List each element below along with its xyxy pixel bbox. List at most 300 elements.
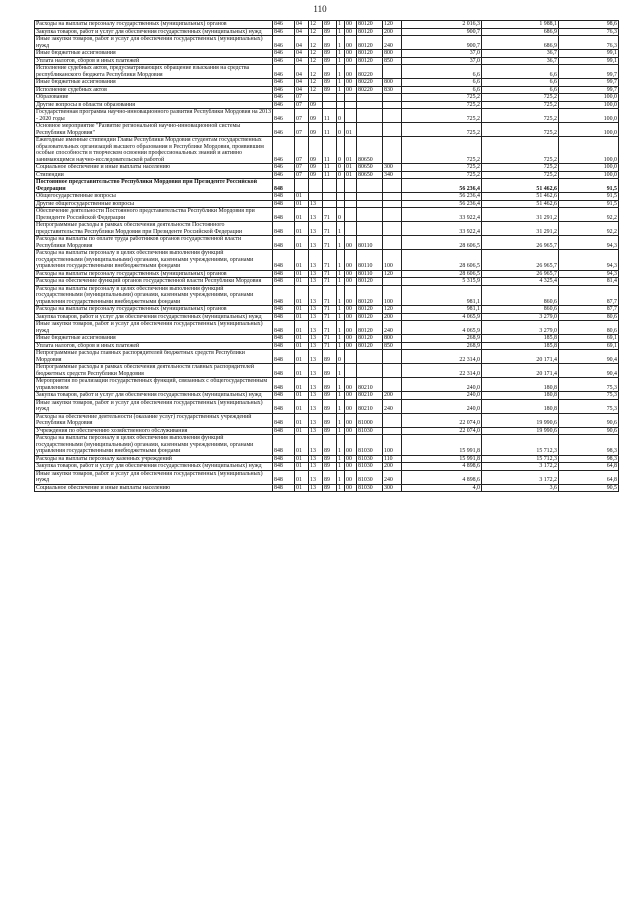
col-section: 04	[295, 21, 309, 29]
col-event: 00	[345, 21, 357, 29]
col-type: 800	[383, 79, 402, 87]
table-row	[35, 200, 619, 208]
col-admin: 848	[273, 250, 295, 271]
row-name: Постоянное представительство Республики Мордовия при Президенте Российской Федерации	[35, 179, 273, 193]
col-direction: 81030	[357, 455, 383, 463]
col-event: 00	[345, 250, 357, 271]
col-executed: 51 462,6	[482, 179, 559, 193]
col-direction	[357, 364, 383, 378]
col-subprogram	[337, 94, 345, 102]
col-type	[383, 193, 402, 201]
col-approved: 240,0	[402, 399, 482, 413]
col-approved: 725,2	[402, 164, 482, 172]
col-direction	[357, 350, 383, 364]
col-subsection: 13	[309, 222, 323, 236]
col-percent: 87,7	[559, 306, 619, 314]
col-approved: 725,2	[402, 94, 482, 102]
col-section: 01	[295, 364, 309, 378]
col-direction: 80120	[357, 342, 383, 350]
col-percent: 90,4	[559, 350, 619, 364]
col-section: 01	[295, 427, 309, 435]
row-name: Расходы на выплаты персоналу государственных (муниципальных) органов	[35, 306, 273, 314]
col-admin: 846	[273, 28, 295, 36]
col-event	[345, 109, 357, 123]
col-event: 00	[345, 236, 357, 250]
row-name: Уплата налогов, сборов и иных платежей	[35, 342, 273, 350]
col-event: 00	[345, 36, 357, 50]
table-row	[35, 193, 619, 201]
row-name: Социальное обеспечение и иные выплаты населению	[35, 484, 273, 492]
col-type: 100	[383, 435, 402, 456]
col-admin: 848	[273, 364, 295, 378]
col-executed: 31 291,2	[482, 222, 559, 236]
col-subsection: 13	[309, 306, 323, 314]
col-percent: 99,1	[559, 57, 619, 65]
row-name: Уплата налогов, сборов и иных платежей	[35, 57, 273, 65]
table-row	[35, 278, 619, 286]
col-direction: 80120	[357, 306, 383, 314]
col-executed: 36,7	[482, 50, 559, 58]
col-subsection: 13	[309, 350, 323, 364]
col-executed: 725,2	[482, 94, 559, 102]
table-row	[35, 378, 619, 392]
col-event: 00	[345, 321, 357, 335]
col-executed: 860,6	[482, 306, 559, 314]
col-executed: 20 171,4	[482, 350, 559, 364]
col-type: 200	[383, 313, 402, 321]
row-name: Расходы на обеспечение функций органов государственной власти Республики Мордовия	[35, 278, 273, 286]
col-program: 89	[323, 50, 337, 58]
col-approved: 4,0	[402, 484, 482, 492]
col-program: 89	[323, 427, 337, 435]
col-percent: 76,3	[559, 36, 619, 50]
row-name: Другие вопросы в области образования	[35, 101, 273, 109]
col-executed: 3 172,2	[482, 463, 559, 471]
col-approved: 4 898,6	[402, 463, 482, 471]
row-name: Расходы на выплаты по оплате труда работников органов государственной власти Республики Мордовия	[35, 236, 273, 250]
col-section: 01	[295, 399, 309, 413]
col-executed: 3 279,0	[482, 321, 559, 335]
col-section: 01	[295, 278, 309, 286]
col-section: 07	[295, 109, 309, 123]
row-name: Исполнение судебных актов, предусматривающих обращение взыскания на средства республиканского бюджета Республики Мордовия	[35, 65, 273, 79]
col-type	[383, 427, 402, 435]
col-event: 00	[345, 463, 357, 471]
col-admin: 846	[273, 109, 295, 123]
col-program: 89	[323, 392, 337, 400]
col-admin: 846	[273, 36, 295, 50]
col-event: 00	[345, 378, 357, 392]
row-name: Непрограммные расходы в рамках обеспечения деятельности Постоянного представительства Республики Мордовия при Президенте Российской Федерации	[35, 222, 273, 236]
col-subsection: 09	[309, 137, 323, 164]
col-type: 120	[383, 270, 402, 278]
row-name: Стипендии	[35, 171, 273, 179]
col-approved: 56 236,4	[402, 179, 482, 193]
table-row	[35, 94, 619, 102]
col-admin: 848	[273, 399, 295, 413]
col-admin: 848	[273, 200, 295, 208]
col-subprogram: 1	[337, 378, 345, 392]
col-subprogram: 1	[337, 435, 345, 456]
col-subprogram: 1	[337, 321, 345, 335]
col-subsection: 12	[309, 86, 323, 94]
col-type: 340	[383, 171, 402, 179]
col-program: 89	[323, 364, 337, 378]
table-row	[35, 364, 619, 378]
col-program: 11	[323, 123, 337, 137]
col-section: 07	[295, 137, 309, 164]
col-direction: 80220	[357, 79, 383, 87]
col-subprogram: 1	[337, 413, 345, 427]
page-number: 110	[313, 4, 327, 14]
col-event: 00	[345, 392, 357, 400]
col-subprogram: 1	[337, 278, 345, 286]
col-executed: 180,8	[482, 378, 559, 392]
row-name: Иные бюджетные ассигнования	[35, 335, 273, 343]
col-percent: 100,0	[559, 137, 619, 164]
col-direction	[357, 179, 383, 193]
col-executed: 19 990,6	[482, 427, 559, 435]
col-subprogram: 1	[337, 455, 345, 463]
col-event: 01	[345, 137, 357, 164]
col-subprogram	[337, 101, 345, 109]
col-section: 07	[295, 164, 309, 172]
col-type: 300	[383, 484, 402, 492]
row-name: Расходы на выплаты персоналу в целях обеспечения выполнения функций государственными (муниципальными) органами, казенными учреждениями, органами управления государственными внебюджетными фондами	[35, 435, 273, 456]
col-admin: 848	[273, 306, 295, 314]
col-percent: 94,3	[559, 270, 619, 278]
col-subsection: 12	[309, 57, 323, 65]
col-approved: 28 606,5	[402, 236, 482, 250]
col-direction: 81030	[357, 427, 383, 435]
col-subprogram: 1	[337, 28, 345, 36]
col-approved: 2 016,3	[402, 21, 482, 29]
col-direction: 80650	[357, 164, 383, 172]
col-subprogram: 1	[337, 222, 345, 236]
col-direction: 80110	[357, 236, 383, 250]
col-type	[383, 137, 402, 164]
col-admin: 848	[273, 455, 295, 463]
table-row	[35, 222, 619, 236]
col-percent: 87,7	[559, 285, 619, 306]
col-admin: 848	[273, 463, 295, 471]
col-type	[383, 208, 402, 222]
row-name: Закупка товаров, работ и услуг для обеспечения государственных (муниципальных) нужд	[35, 313, 273, 321]
col-executed: 4 325,4	[482, 278, 559, 286]
col-subsection: 13	[309, 208, 323, 222]
col-event: 00	[345, 306, 357, 314]
col-section: 01	[295, 285, 309, 306]
col-event: 00	[345, 470, 357, 484]
col-subprogram	[337, 179, 345, 193]
col-executed: 26 965,7	[482, 250, 559, 271]
col-program: 89	[323, 36, 337, 50]
col-section: 07	[295, 101, 309, 109]
col-type: 200	[383, 463, 402, 471]
table-row	[35, 179, 619, 193]
col-executed: 51 462,6	[482, 193, 559, 201]
col-approved: 240,0	[402, 392, 482, 400]
col-executed: 725,2	[482, 137, 559, 164]
col-admin: 848	[273, 342, 295, 350]
col-percent: 100,0	[559, 109, 619, 123]
col-approved: 4 898,6	[402, 470, 482, 484]
col-program: 71	[323, 236, 337, 250]
col-subprogram: 1	[337, 484, 345, 492]
col-direction: 80120	[357, 313, 383, 321]
col-subprogram: 1	[337, 65, 345, 79]
col-subprogram: 0	[337, 109, 345, 123]
col-subsection: 13	[309, 250, 323, 271]
col-section: 01	[295, 470, 309, 484]
col-percent: 90,6	[559, 413, 619, 427]
col-program: 89	[323, 86, 337, 94]
col-approved: 268,9	[402, 342, 482, 350]
col-subprogram: 1	[337, 86, 345, 94]
col-percent: 90,6	[559, 427, 619, 435]
col-direction	[357, 101, 383, 109]
col-direction	[357, 222, 383, 236]
col-admin: 848	[273, 427, 295, 435]
col-program: 71	[323, 335, 337, 343]
col-percent: 92,2	[559, 222, 619, 236]
col-event	[345, 364, 357, 378]
col-percent: 90,4	[559, 364, 619, 378]
col-percent: 91,5	[559, 179, 619, 193]
col-admin: 848	[273, 193, 295, 201]
col-direction: 81000	[357, 413, 383, 427]
col-subsection: 13	[309, 484, 323, 492]
table-row	[35, 335, 619, 343]
col-section: 01	[295, 335, 309, 343]
col-section: 04	[295, 57, 309, 65]
col-executed: 185,8	[482, 342, 559, 350]
col-admin: 846	[273, 123, 295, 137]
col-direction: 80120	[357, 321, 383, 335]
col-subprogram: 1	[337, 342, 345, 350]
col-percent: 98,3	[559, 435, 619, 456]
col-approved: 725,2	[402, 101, 482, 109]
col-approved: 37,0	[402, 57, 482, 65]
col-section: 01	[295, 342, 309, 350]
col-subprogram: 1	[337, 57, 345, 65]
col-program	[323, 193, 337, 201]
col-percent: 64,8	[559, 463, 619, 471]
col-approved: 4 065,9	[402, 313, 482, 321]
col-subsection: 13	[309, 463, 323, 471]
col-type: 100	[383, 285, 402, 306]
col-event: 00	[345, 342, 357, 350]
col-section: 01	[295, 193, 309, 201]
col-program: 89	[323, 28, 337, 36]
table-row	[35, 321, 619, 335]
col-type: 300	[383, 164, 402, 172]
col-subprogram: 1	[337, 364, 345, 378]
col-approved: 725,2	[402, 109, 482, 123]
row-name: Иные бюджетные ассигнования	[35, 50, 273, 58]
col-subprogram: 1	[337, 270, 345, 278]
col-approved: 5 315,9	[402, 278, 482, 286]
col-subprogram: 1	[337, 36, 345, 50]
row-name: Иные бюджетные ассигнования	[35, 79, 273, 87]
col-subprogram: 1	[337, 313, 345, 321]
col-approved: 15 991,8	[402, 435, 482, 456]
col-program: 89	[323, 470, 337, 484]
col-percent: 100,0	[559, 101, 619, 109]
table-row	[35, 313, 619, 321]
row-name: Обеспечение деятельности Постоянного представительства Республики Мордовия при Президенте Российской Федерации	[35, 208, 273, 222]
col-program: 71	[323, 321, 337, 335]
col-executed: 1 988,1	[482, 21, 559, 29]
col-subsection: 09	[309, 164, 323, 172]
col-approved: 725,2	[402, 137, 482, 164]
col-program: 11	[323, 109, 337, 123]
col-subprogram	[337, 200, 345, 208]
col-section: 04	[295, 65, 309, 79]
col-percent: 98,3	[559, 455, 619, 463]
col-percent: 76,3	[559, 28, 619, 36]
table-row	[35, 36, 619, 50]
col-subsection: 13	[309, 413, 323, 427]
col-subprogram: 0	[337, 123, 345, 137]
col-section: 01	[295, 313, 309, 321]
col-direction: 80120	[357, 50, 383, 58]
col-program	[323, 200, 337, 208]
row-name: Общегосударственные вопросы	[35, 193, 273, 201]
row-name: Иные закупки товаров, работ и услуг для обеспечения государственных (муниципальных) нужд	[35, 321, 273, 335]
col-admin: 846	[273, 94, 295, 102]
table-row	[35, 79, 619, 87]
col-subsection: 13	[309, 392, 323, 400]
col-approved: 6,6	[402, 65, 482, 79]
table-row	[35, 208, 619, 222]
col-subsection: 13	[309, 435, 323, 456]
col-event: 00	[345, 270, 357, 278]
col-event	[345, 193, 357, 201]
col-type: 240	[383, 399, 402, 413]
table-row	[35, 470, 619, 484]
col-percent: 75,3	[559, 392, 619, 400]
col-executed: 6,6	[482, 86, 559, 94]
col-event: 01	[345, 171, 357, 179]
col-percent: 100,0	[559, 164, 619, 172]
col-direction: 80120	[357, 335, 383, 343]
col-subprogram: 1	[337, 250, 345, 271]
col-section: 01	[295, 378, 309, 392]
col-executed: 725,2	[482, 123, 559, 137]
col-type: 240	[383, 321, 402, 335]
col-subsection: 12	[309, 50, 323, 58]
row-name: Образование	[35, 94, 273, 102]
table-row	[35, 109, 619, 123]
col-executed: 26 965,7	[482, 270, 559, 278]
table-row	[35, 455, 619, 463]
col-subsection: 13	[309, 321, 323, 335]
col-executed: 185,8	[482, 335, 559, 343]
col-admin: 848	[273, 278, 295, 286]
col-admin: 846	[273, 137, 295, 164]
col-admin: 848	[273, 435, 295, 456]
col-section: 04	[295, 86, 309, 94]
col-admin: 848	[273, 270, 295, 278]
col-admin: 848	[273, 313, 295, 321]
row-name: Мероприятия по реализации государственных функций, связанных с общегосударственным управлением	[35, 378, 273, 392]
table-row	[35, 123, 619, 137]
row-name: Учреждения по обеспечению хозяйственного обслуживания	[35, 427, 273, 435]
col-subprogram: 1	[337, 427, 345, 435]
col-event: 00	[345, 65, 357, 79]
col-percent: 91,5	[559, 200, 619, 208]
row-name: Непрограммные расходы в рамках обеспечения деятельности главных распорядителей бюджетных средств Республики Мордовия	[35, 364, 273, 378]
col-program: 89	[323, 65, 337, 79]
col-direction	[357, 193, 383, 201]
col-event: 00	[345, 79, 357, 87]
col-subsection: 09	[309, 109, 323, 123]
col-event: 00	[345, 278, 357, 286]
col-subsection: 12	[309, 79, 323, 87]
table-row	[35, 413, 619, 427]
col-program: 89	[323, 399, 337, 413]
col-type	[383, 278, 402, 286]
table-row	[35, 270, 619, 278]
col-percent: 91,5	[559, 193, 619, 201]
col-percent: 99,1	[559, 50, 619, 58]
col-subprogram: 1	[337, 399, 345, 413]
col-executed: 6,6	[482, 79, 559, 87]
col-subprogram: 1	[337, 335, 345, 343]
col-admin: 848	[273, 484, 295, 492]
col-direction: 80220	[357, 86, 383, 94]
col-type: 830	[383, 86, 402, 94]
col-type	[383, 123, 402, 137]
col-section: 04	[295, 36, 309, 50]
col-approved: 900,7	[402, 36, 482, 50]
col-section: 07	[295, 123, 309, 137]
table-row	[35, 463, 619, 471]
table-row	[35, 350, 619, 364]
col-type: 120	[383, 306, 402, 314]
col-subsection	[309, 179, 323, 193]
col-admin: 846	[273, 21, 295, 29]
col-section: 01	[295, 435, 309, 456]
col-direction: 80120	[357, 278, 383, 286]
col-section: 01	[295, 455, 309, 463]
col-admin: 846	[273, 164, 295, 172]
col-event	[345, 200, 357, 208]
col-direction: 81030	[357, 463, 383, 471]
col-approved: 22 314,0	[402, 364, 482, 378]
col-admin: 848	[273, 392, 295, 400]
col-program: 71	[323, 342, 337, 350]
col-approved: 22 074,0	[402, 427, 482, 435]
col-admin: 846	[273, 50, 295, 58]
table-row	[35, 28, 619, 36]
col-subprogram: 0	[337, 164, 345, 172]
table-row	[35, 101, 619, 109]
col-section: 01	[295, 321, 309, 335]
col-executed: 725,2	[482, 109, 559, 123]
col-program: 89	[323, 350, 337, 364]
col-admin: 846	[273, 101, 295, 109]
table-row	[35, 21, 619, 29]
row-name: Основное мероприятие "Развитие региональной научно-инновационной системы Республики Мордовия"	[35, 123, 273, 137]
col-program: 71	[323, 222, 337, 236]
col-direction: 80650	[357, 137, 383, 164]
col-program: 11	[323, 137, 337, 164]
col-program: 71	[323, 208, 337, 222]
table-row	[35, 65, 619, 79]
budget-table	[34, 20, 619, 492]
